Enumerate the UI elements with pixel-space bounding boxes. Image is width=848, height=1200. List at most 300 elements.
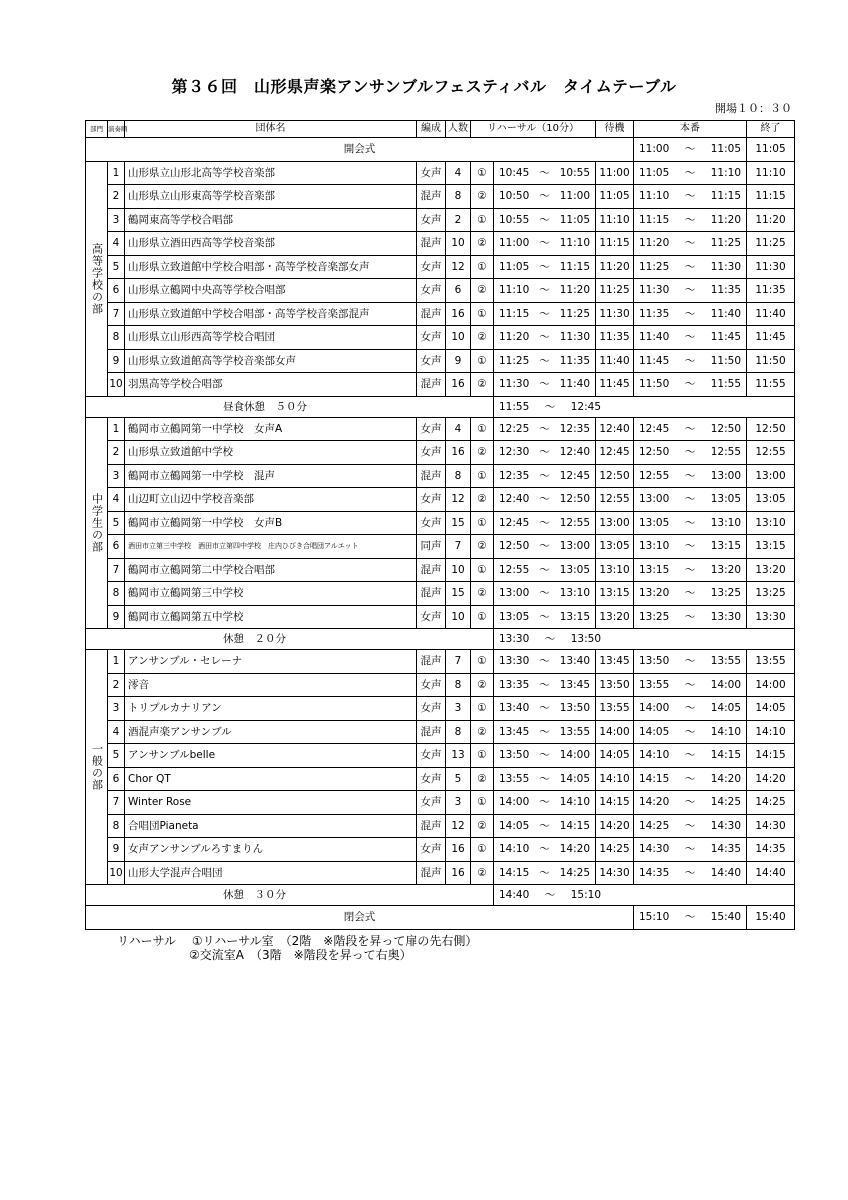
performance-time-start: 11:20 bbox=[639, 237, 670, 250]
rehearsal-room: ① bbox=[471, 650, 494, 674]
performance-time-tilde: ～ bbox=[684, 843, 696, 856]
formation: 女声 bbox=[417, 605, 446, 629]
member-count: 10 bbox=[446, 232, 471, 256]
rehearsal-time-end: 14:20 bbox=[559, 843, 590, 856]
order-number: 8 bbox=[108, 814, 125, 838]
member-count: 15 bbox=[446, 511, 471, 535]
rehearsal-time bbox=[494, 650, 596, 674]
end-time: 13:05 bbox=[747, 488, 795, 512]
rehearsal-time bbox=[494, 511, 596, 535]
rehearsal-time bbox=[494, 302, 596, 326]
performance-time bbox=[634, 441, 747, 465]
group-name: 山辺町立山辺中学校音楽部 bbox=[125, 488, 417, 512]
wait-time: 13:45 bbox=[596, 650, 634, 674]
rehearsal-time-tilde: ～ bbox=[539, 284, 550, 297]
rehearsal-time bbox=[494, 861, 596, 885]
rehearsal-time-tilde: ～ bbox=[539, 587, 550, 600]
rehearsal-time-tilde: ～ bbox=[539, 237, 550, 250]
rehearsal-time-tilde: ～ bbox=[539, 166, 550, 179]
performance-time bbox=[634, 373, 747, 397]
wait-time: 14:00 bbox=[596, 720, 634, 744]
group-name: 酒田市立第三中学校 酒田市立第四中学校 庄内ひびき合唱団アルエット bbox=[125, 535, 417, 559]
rehearsal-time bbox=[494, 558, 596, 582]
rehearsal-time-start: 13:50 bbox=[499, 749, 530, 762]
rehearsal-time bbox=[494, 279, 596, 303]
performance-time-end: 11:50 bbox=[710, 354, 741, 367]
rehearsal-time-start: 11:25 bbox=[499, 354, 530, 367]
formation: 女声 bbox=[417, 279, 446, 303]
rehearsal-time bbox=[494, 417, 596, 441]
rehearsal-time-start: 11:00 bbox=[499, 237, 530, 250]
timetable bbox=[85, 120, 795, 930]
end-time: 11:35 bbox=[747, 279, 795, 303]
header-division: 部門 bbox=[86, 121, 108, 138]
order-number: 9 bbox=[108, 349, 125, 373]
header-rehearsal: リハーサル（10分） bbox=[471, 121, 596, 138]
rehearsal-notes bbox=[117, 934, 477, 962]
performance-time-end: 13:20 bbox=[710, 563, 741, 576]
group-name: 山形県立致道館中学校合唱部・高等学校音楽部混声 bbox=[125, 302, 417, 326]
group-name: 山形大学混声合唱団 bbox=[125, 861, 417, 885]
member-count: 13 bbox=[446, 744, 471, 768]
performance-time bbox=[634, 279, 747, 303]
end-time: 14:25 bbox=[747, 791, 795, 815]
group-name: 山形県立鶴岡中央高等学校合唱部 bbox=[125, 279, 417, 303]
group-name: 酒混声楽アンサンブル bbox=[125, 720, 417, 744]
end-time: 11:10 bbox=[747, 161, 795, 185]
formation: 同声 bbox=[417, 535, 446, 559]
member-count: 7 bbox=[446, 535, 471, 559]
header-group: 団体名 bbox=[125, 121, 417, 138]
division-text: 一般の部 bbox=[90, 743, 104, 791]
performance-time-end: 14:00 bbox=[710, 678, 741, 691]
formation: 混声 bbox=[417, 720, 446, 744]
closing-ceremony-tilde: ～ bbox=[684, 911, 696, 924]
performance-time-end: 14:20 bbox=[710, 772, 741, 785]
performance-time-tilde: ～ bbox=[684, 516, 696, 529]
rehearsal-time-start: 12:55 bbox=[499, 563, 530, 576]
order-number: 5 bbox=[108, 255, 125, 279]
division-label bbox=[86, 161, 108, 396]
order-number: 1 bbox=[108, 161, 125, 185]
performance-time-start: 11:25 bbox=[639, 260, 670, 273]
table-row bbox=[86, 861, 795, 885]
performance-time-end: 11:15 bbox=[710, 190, 741, 203]
formation: 混声 bbox=[417, 302, 446, 326]
table-row bbox=[86, 232, 795, 256]
member-count: 16 bbox=[446, 861, 471, 885]
performance-time-tilde: ～ bbox=[684, 587, 696, 600]
order-number: 8 bbox=[108, 582, 125, 606]
performance-time-end: 14:25 bbox=[710, 796, 741, 809]
rehearsal-room: ① bbox=[471, 349, 494, 373]
formation: 女声 bbox=[417, 255, 446, 279]
performance-time-end: 14:15 bbox=[710, 749, 741, 762]
table-row bbox=[86, 441, 795, 465]
performance-time bbox=[634, 511, 747, 535]
formation: 混声 bbox=[417, 582, 446, 606]
group-name: 山形県立酒田西高等学校音楽部 bbox=[125, 232, 417, 256]
rehearsal-time-tilde: ～ bbox=[539, 307, 550, 320]
rehearsal-time-tilde: ～ bbox=[539, 819, 550, 832]
wait-time: 11:35 bbox=[596, 326, 634, 350]
table-row bbox=[86, 417, 795, 441]
performance-time bbox=[634, 605, 747, 629]
order-number: 8 bbox=[108, 326, 125, 350]
end-time: 14:00 bbox=[747, 673, 795, 697]
rehearsal-time bbox=[494, 326, 596, 350]
formation: 混声 bbox=[417, 861, 446, 885]
wait-time: 13:55 bbox=[596, 697, 634, 721]
formation: 女声 bbox=[417, 791, 446, 815]
order-number: 3 bbox=[108, 697, 125, 721]
rehearsal-time-end: 12:35 bbox=[559, 422, 590, 435]
rehearsal-time-tilde: ～ bbox=[539, 516, 550, 529]
table-row bbox=[86, 697, 795, 721]
performance-time-start: 12:55 bbox=[639, 469, 670, 482]
order-number: 6 bbox=[108, 767, 125, 791]
wait-time: 13:00 bbox=[596, 511, 634, 535]
member-count: 7 bbox=[446, 650, 471, 674]
rehearsal-room: ② bbox=[471, 814, 494, 838]
member-count: 3 bbox=[446, 791, 471, 815]
end-time: 14:20 bbox=[747, 767, 795, 791]
rehearsal-room: ② bbox=[471, 720, 494, 744]
rehearsal-time bbox=[494, 814, 596, 838]
performance-time bbox=[634, 232, 747, 256]
end-time: 13:15 bbox=[747, 535, 795, 559]
performance-time bbox=[634, 417, 747, 441]
performance-time-tilde: ～ bbox=[684, 378, 696, 391]
member-count: 12 bbox=[446, 488, 471, 512]
performance-time bbox=[634, 161, 747, 185]
performance-time-end: 13:25 bbox=[710, 587, 741, 600]
performance-time-tilde: ～ bbox=[684, 422, 696, 435]
group-name: 山形県立致道館高等学校音楽部女声 bbox=[125, 349, 417, 373]
performance-time-tilde: ～ bbox=[684, 725, 696, 738]
performance-time-tilde: ～ bbox=[684, 493, 696, 506]
group-name: 山形県立山形西高等学校合唱団 bbox=[125, 326, 417, 350]
performance-time-start: 11:40 bbox=[639, 331, 670, 344]
rehearsal-room: ② bbox=[471, 861, 494, 885]
end-time: 14:05 bbox=[747, 697, 795, 721]
rehearsal-time bbox=[494, 605, 596, 629]
notes-room1: ①リハーサル室 （2階 ※階段を昇って扉の先右側） bbox=[191, 934, 478, 948]
rehearsal-time-end: 14:10 bbox=[559, 796, 590, 809]
rehearsal-room: ① bbox=[471, 417, 494, 441]
rehearsal-time-start: 13:05 bbox=[499, 610, 530, 623]
member-count: 8 bbox=[446, 720, 471, 744]
performance-time-tilde: ～ bbox=[684, 749, 696, 762]
break-label-text: 休憩 ２０分 bbox=[223, 633, 286, 645]
header-end: 終了 bbox=[747, 121, 795, 138]
rehearsal-time-end: 14:00 bbox=[559, 749, 590, 762]
rehearsal-time-end: 13:45 bbox=[559, 678, 590, 691]
wait-time: 13:15 bbox=[596, 582, 634, 606]
rehearsal-time-start: 11:20 bbox=[499, 331, 530, 344]
rehearsal-time-tilde: ～ bbox=[539, 702, 550, 715]
break-label bbox=[86, 396, 494, 417]
performance-time-start: 13:10 bbox=[639, 540, 670, 553]
performance-time-end: 13:00 bbox=[710, 469, 741, 482]
performance-time-tilde: ～ bbox=[684, 866, 696, 879]
closing-ceremony-start: 15:10 bbox=[639, 911, 670, 924]
member-count: 16 bbox=[446, 441, 471, 465]
opening-time: 開場１０：３０ bbox=[715, 102, 792, 115]
order-number: 2 bbox=[108, 441, 125, 465]
rehearsal-time-start: 11:15 bbox=[499, 307, 530, 320]
end-time: 11:40 bbox=[747, 302, 795, 326]
closing-ceremony-finish: 15:40 bbox=[747, 906, 795, 930]
order-number: 7 bbox=[108, 302, 125, 326]
rehearsal-room: ① bbox=[471, 791, 494, 815]
rehearsal-time-end: 13:55 bbox=[559, 725, 590, 738]
performance-time-start: 11:15 bbox=[639, 213, 670, 226]
wait-time: 13:50 bbox=[596, 673, 634, 697]
table-row bbox=[86, 488, 795, 512]
break-label bbox=[86, 885, 494, 906]
rehearsal-time-end: 13:50 bbox=[559, 702, 590, 715]
member-count: 12 bbox=[446, 255, 471, 279]
member-count: 4 bbox=[446, 417, 471, 441]
rehearsal-time-end: 12:55 bbox=[559, 516, 590, 529]
wait-time: 11:15 bbox=[596, 232, 634, 256]
rehearsal-time-tilde: ～ bbox=[539, 655, 550, 668]
rehearsal-time bbox=[494, 488, 596, 512]
end-time: 14:30 bbox=[747, 814, 795, 838]
table-row bbox=[86, 814, 795, 838]
opening-ceremony-label: 開会式 bbox=[86, 138, 634, 162]
performance-time-end: 13:30 bbox=[710, 610, 741, 623]
rehearsal-time-end: 10:55 bbox=[559, 166, 590, 179]
group-name: 山形県立致道館中学校 bbox=[125, 441, 417, 465]
rehearsal-time bbox=[494, 232, 596, 256]
performance-time-end: 11:55 bbox=[710, 378, 741, 391]
wait-time: 12:55 bbox=[596, 488, 634, 512]
performance-time bbox=[634, 861, 747, 885]
member-count: 10 bbox=[446, 605, 471, 629]
performance-time-tilde: ～ bbox=[684, 331, 696, 344]
table-row bbox=[86, 208, 795, 232]
break-end: 13:50 bbox=[570, 633, 601, 645]
rehearsal-room: ② bbox=[471, 373, 494, 397]
rehearsal-time-start: 13:00 bbox=[499, 587, 530, 600]
performance-time bbox=[634, 255, 747, 279]
performance-time bbox=[634, 697, 747, 721]
member-count: 8 bbox=[446, 185, 471, 209]
rehearsal-time bbox=[494, 582, 596, 606]
rehearsal-time-start: 13:40 bbox=[499, 702, 530, 715]
group-name: トリプルカナリアン bbox=[125, 697, 417, 721]
performance-time bbox=[634, 326, 747, 350]
performance-time-start: 13:20 bbox=[639, 587, 670, 600]
performance-time-end: 13:15 bbox=[710, 540, 741, 553]
performance-time-start: 11:10 bbox=[639, 190, 670, 203]
rehearsal-room: ① bbox=[471, 838, 494, 862]
group-name: 鶴岡市立鶴岡第一中学校 女声A bbox=[125, 417, 417, 441]
wait-time: 11:40 bbox=[596, 349, 634, 373]
rehearsal-room: ② bbox=[471, 673, 494, 697]
wait-time: 14:05 bbox=[596, 744, 634, 768]
formation: 女声 bbox=[417, 417, 446, 441]
order-number: 1 bbox=[108, 417, 125, 441]
member-count: 5 bbox=[446, 767, 471, 791]
performance-time-start: 14:35 bbox=[639, 866, 670, 879]
rehearsal-time-end: 13:15 bbox=[559, 610, 590, 623]
performance-time-end: 11:30 bbox=[710, 260, 741, 273]
rehearsal-time-tilde: ～ bbox=[539, 866, 550, 879]
order-number: 4 bbox=[108, 720, 125, 744]
rehearsal-time-start: 13:30 bbox=[499, 655, 530, 668]
rehearsal-time bbox=[494, 185, 596, 209]
rehearsal-time-end: 12:45 bbox=[559, 469, 590, 482]
table-row bbox=[86, 326, 795, 350]
rehearsal-time bbox=[494, 535, 596, 559]
member-count: 3 bbox=[446, 697, 471, 721]
order-number: 6 bbox=[108, 279, 125, 303]
rehearsal-room: ① bbox=[471, 558, 494, 582]
opening-ceremony-row bbox=[86, 138, 795, 162]
formation: 女声 bbox=[417, 511, 446, 535]
formation: 混声 bbox=[417, 185, 446, 209]
wait-time: 14:20 bbox=[596, 814, 634, 838]
header-row bbox=[86, 121, 795, 138]
group-name: 澪音 bbox=[125, 673, 417, 697]
break-tilde: ～ bbox=[544, 889, 556, 901]
performance-time-start: 13:15 bbox=[639, 563, 670, 576]
rehearsal-time-tilde: ～ bbox=[539, 422, 550, 435]
formation: 混声 bbox=[417, 558, 446, 582]
wait-time: 12:50 bbox=[596, 464, 634, 488]
performance-time-end: 11:20 bbox=[710, 213, 741, 226]
table-row bbox=[86, 838, 795, 862]
group-name: 鶴岡市立鶴岡第三中学校 bbox=[125, 582, 417, 606]
performance-time-end: 13:05 bbox=[710, 493, 741, 506]
group-name: 合唱団Pianeta bbox=[125, 814, 417, 838]
member-count: 8 bbox=[446, 464, 471, 488]
wait-time: 13:05 bbox=[596, 535, 634, 559]
performance-time-end: 14:40 bbox=[710, 866, 741, 879]
rehearsal-time-tilde: ～ bbox=[539, 354, 550, 367]
performance-time-end: 11:45 bbox=[710, 331, 741, 344]
rehearsal-time-end: 12:40 bbox=[559, 446, 590, 459]
performance-time-tilde: ～ bbox=[684, 284, 696, 297]
table-row bbox=[86, 464, 795, 488]
rehearsal-time-tilde: ～ bbox=[539, 610, 550, 623]
opening-ceremony-start: 11:00 bbox=[639, 143, 670, 156]
performance-time-tilde: ～ bbox=[684, 702, 696, 715]
member-count: 9 bbox=[446, 349, 471, 373]
end-time: 14:35 bbox=[747, 838, 795, 862]
table-row bbox=[86, 605, 795, 629]
break-tilde: ～ bbox=[544, 400, 556, 413]
order-number: 5 bbox=[108, 744, 125, 768]
rehearsal-time bbox=[494, 464, 596, 488]
end-time: 11:20 bbox=[747, 208, 795, 232]
rehearsal-room: ② bbox=[471, 326, 494, 350]
table-row bbox=[86, 744, 795, 768]
break-tilde: ～ bbox=[544, 633, 556, 645]
group-name: 鶴岡市立鶴岡第二中学校合唱部 bbox=[125, 558, 417, 582]
rehearsal-time-start: 14:15 bbox=[499, 866, 530, 879]
table-row bbox=[86, 511, 795, 535]
performance-time-end: 13:10 bbox=[710, 516, 741, 529]
break-label-text: 休憩 ３０分 bbox=[223, 889, 286, 901]
rehearsal-room: ② bbox=[471, 185, 494, 209]
end-time: 11:15 bbox=[747, 185, 795, 209]
performance-time-start: 14:10 bbox=[639, 749, 670, 762]
order-number: 6 bbox=[108, 535, 125, 559]
performance-time bbox=[634, 767, 747, 791]
order-number: 4 bbox=[108, 488, 125, 512]
wait-time: 11:30 bbox=[596, 302, 634, 326]
table-row bbox=[86, 535, 795, 559]
rehearsal-time-end: 13:00 bbox=[559, 540, 590, 553]
rehearsal-room: ① bbox=[471, 744, 494, 768]
order-number: 3 bbox=[108, 464, 125, 488]
performance-time-end: 11:10 bbox=[710, 166, 741, 179]
rehearsal-time bbox=[494, 791, 596, 815]
end-time: 11:45 bbox=[747, 326, 795, 350]
member-count: 16 bbox=[446, 302, 471, 326]
table-row bbox=[86, 255, 795, 279]
end-time: 11:30 bbox=[747, 255, 795, 279]
rehearsal-room: ① bbox=[471, 302, 494, 326]
rehearsal-time-tilde: ～ bbox=[539, 331, 550, 344]
formation: 女声 bbox=[417, 838, 446, 862]
rehearsal-time-tilde: ～ bbox=[539, 772, 550, 785]
formation: 女声 bbox=[417, 349, 446, 373]
rehearsal-time bbox=[494, 208, 596, 232]
performance-time-start: 13:05 bbox=[639, 516, 670, 529]
performance-time-start: 11:30 bbox=[639, 284, 670, 297]
rehearsal-time-end: 13:05 bbox=[559, 563, 590, 576]
performance-time-end: 11:25 bbox=[710, 237, 741, 250]
rehearsal-room: ① bbox=[471, 511, 494, 535]
notes-label: リハーサル bbox=[117, 934, 177, 948]
performance-time bbox=[634, 744, 747, 768]
performance-time-end: 13:55 bbox=[710, 655, 741, 668]
order-number: 7 bbox=[108, 791, 125, 815]
order-number: 7 bbox=[108, 558, 125, 582]
break-label bbox=[86, 629, 494, 650]
end-time: 14:15 bbox=[747, 744, 795, 768]
wait-time: 11:05 bbox=[596, 185, 634, 209]
performance-time bbox=[634, 720, 747, 744]
notes-room2: ②交流室A （3階 ※階段を昇って右奥） bbox=[189, 948, 412, 962]
table-row bbox=[86, 161, 795, 185]
break-start: 11:55 bbox=[499, 400, 530, 413]
rehearsal-time-end: 11:40 bbox=[559, 378, 590, 391]
break-time bbox=[494, 629, 795, 650]
group-name: アンサンブルbelle bbox=[125, 744, 417, 768]
end-time: 12:55 bbox=[747, 441, 795, 465]
performance-time-tilde: ～ bbox=[684, 655, 696, 668]
rehearsal-time bbox=[494, 373, 596, 397]
performance-time-start: 11:35 bbox=[639, 307, 670, 320]
performance-time bbox=[634, 535, 747, 559]
order-number: 10 bbox=[108, 373, 125, 397]
end-time: 12:50 bbox=[747, 417, 795, 441]
rehearsal-time-start: 11:05 bbox=[499, 260, 530, 273]
rehearsal-time-start: 13:55 bbox=[499, 772, 530, 785]
rehearsal-time-end: 11:00 bbox=[559, 190, 590, 203]
performance-time-start: 13:55 bbox=[639, 678, 670, 691]
performance-time bbox=[634, 208, 747, 232]
division-text: 高等学校の部 bbox=[90, 242, 104, 315]
rehearsal-room: ① bbox=[471, 208, 494, 232]
rehearsal-time-start: 14:05 bbox=[499, 819, 530, 832]
